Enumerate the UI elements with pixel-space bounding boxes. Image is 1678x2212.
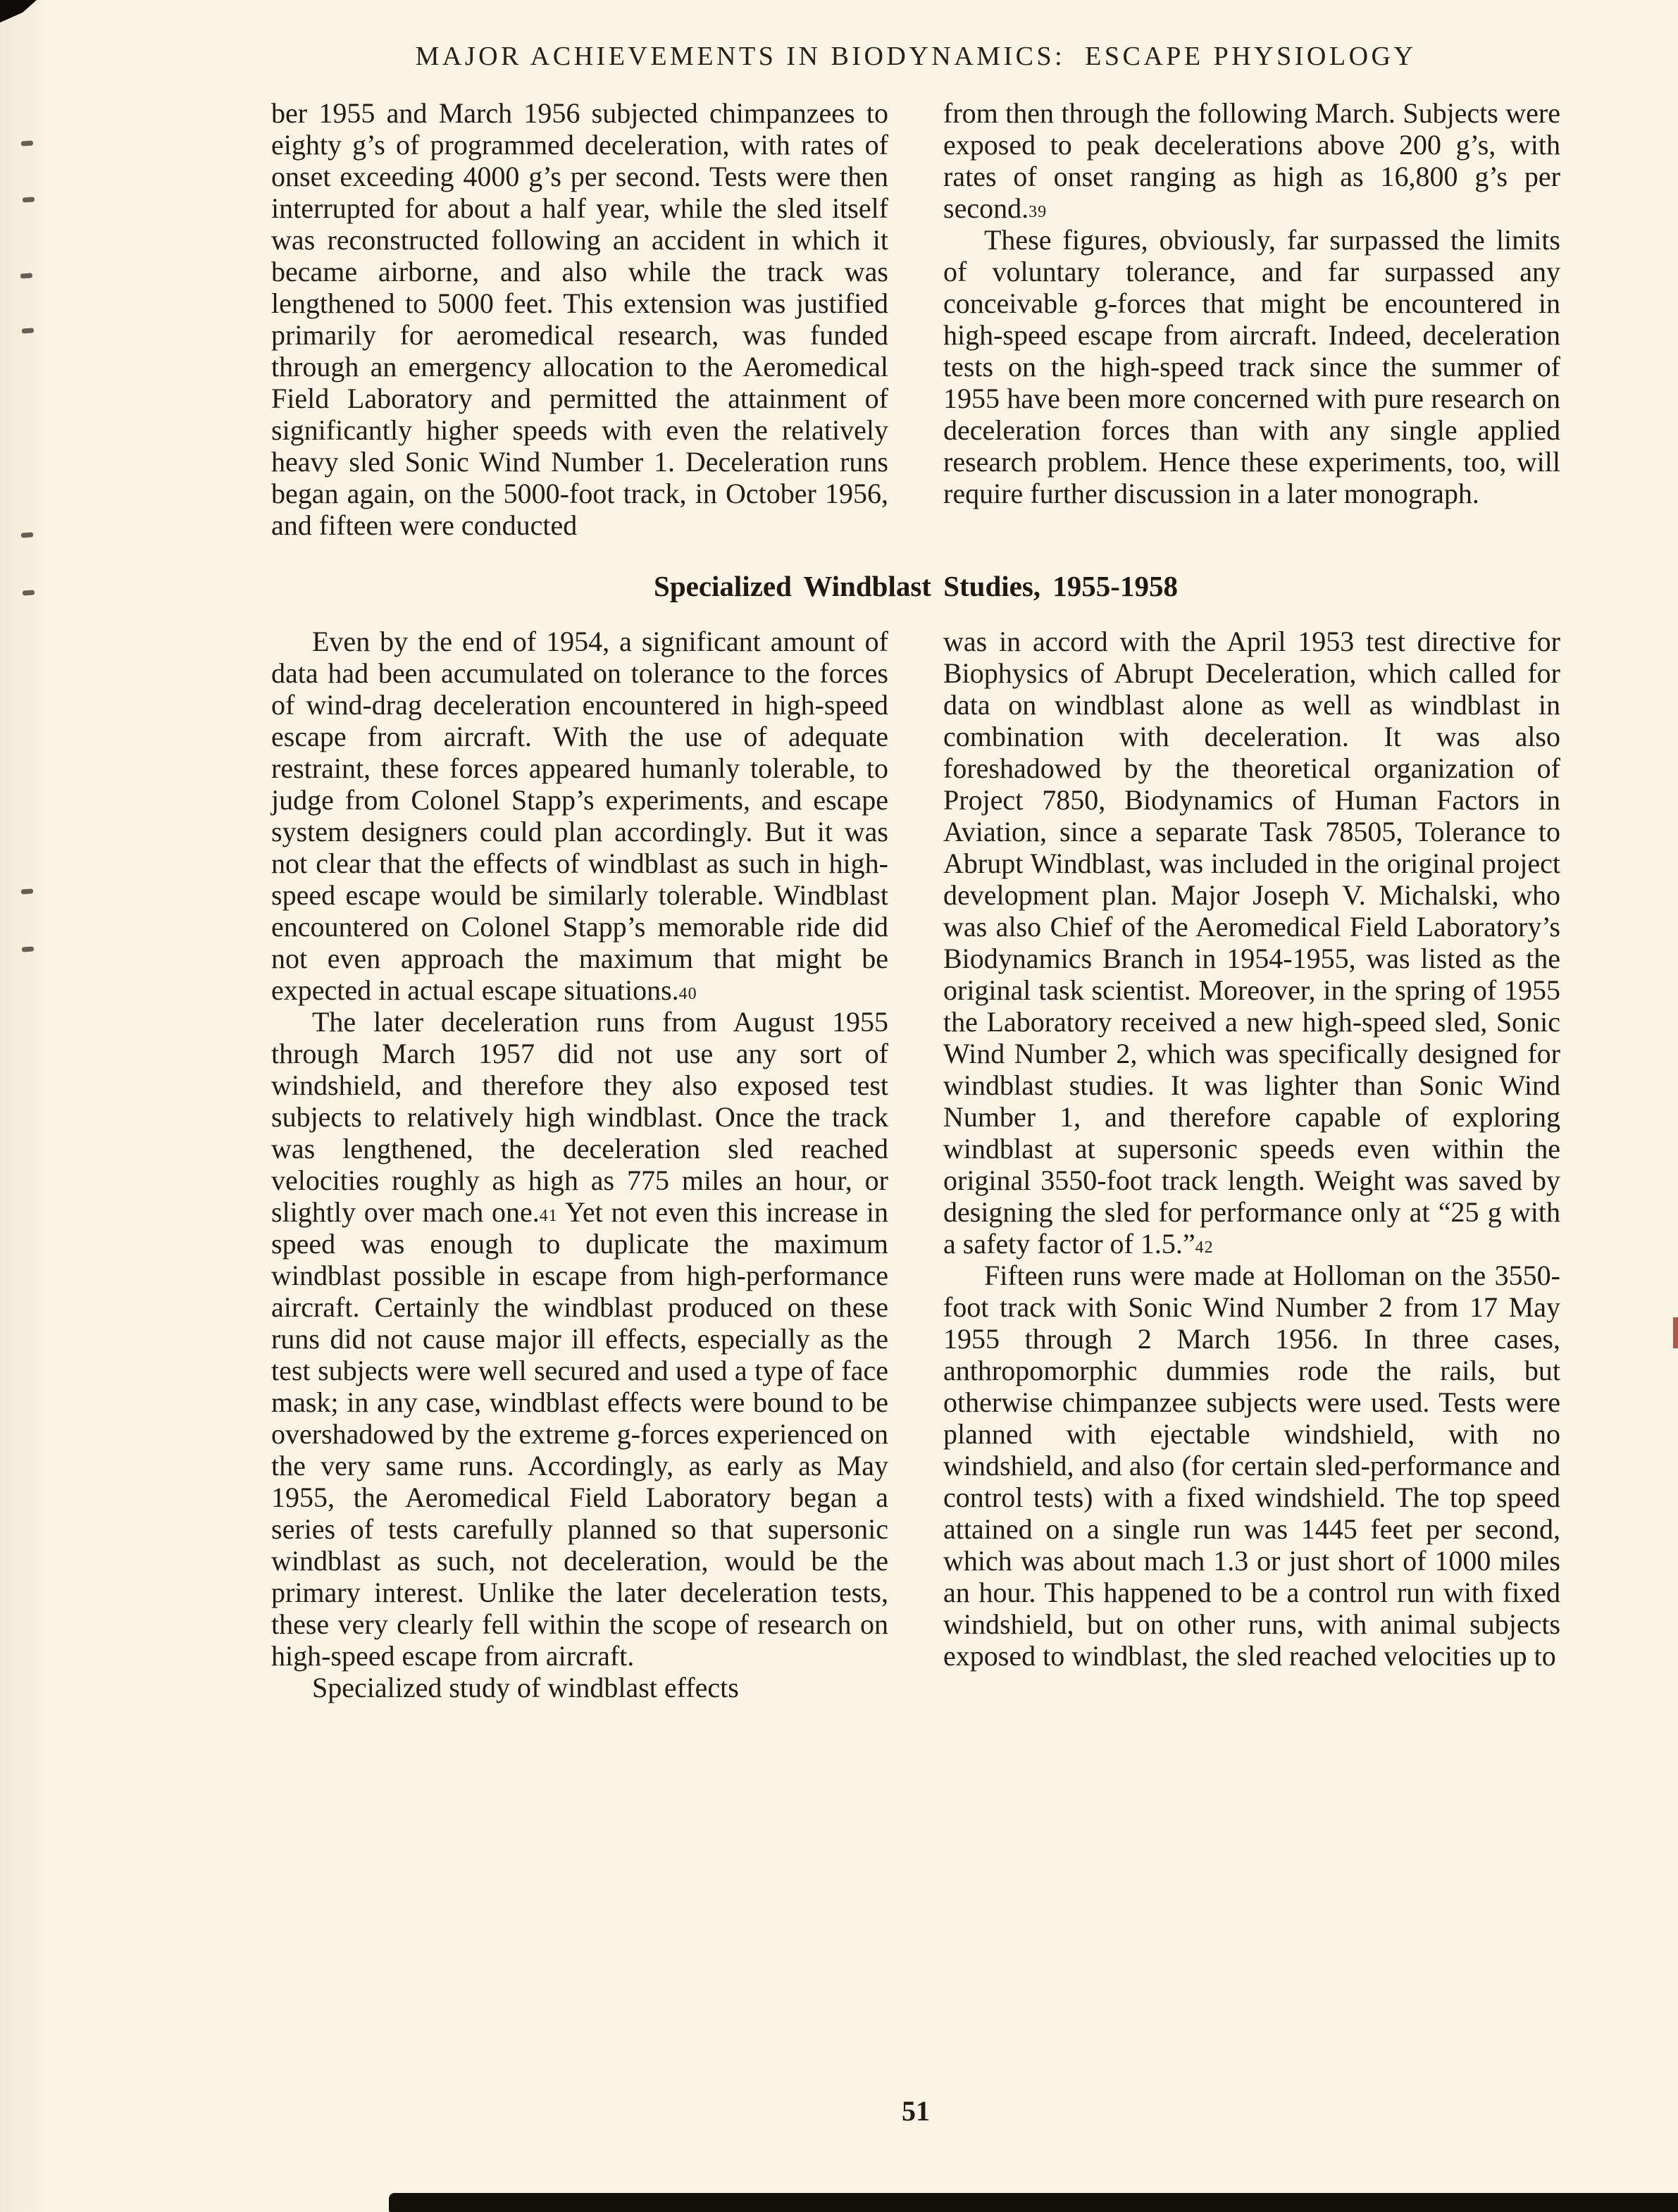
paragraph — [271, 97, 888, 541]
top-two-column-section — [271, 97, 1560, 541]
footnote-reference: 40 — [678, 985, 697, 1004]
text-segment: Specialized study of windblast effects — [312, 1672, 739, 1703]
scan-edge-mark — [22, 946, 34, 952]
bottom-right-column — [943, 626, 1560, 1703]
scan-corner-artifact — [0, 0, 37, 23]
scan-edge-mark — [21, 532, 33, 538]
scan-edge-mark — [22, 328, 34, 333]
scan-edge-mark — [21, 140, 33, 146]
paragraph — [271, 626, 888, 1006]
paragraph — [271, 1672, 888, 1703]
paragraph — [271, 1006, 888, 1672]
scan-edge-red-mark — [1673, 1317, 1678, 1348]
scan-bottom-bar-artifact — [389, 2193, 1678, 2212]
paragraph — [943, 1260, 1560, 1672]
text-segment: Fifteen runs were made at Holloman on the 3550-foot track with Sonic Wind Number 2 from 17 May 1955 through 2 March 1956. In three cases, anthropomorphic dummies rode the rails, but otherwise chimpanzee subjects were used. Tests were planned with ejectable windshield, with no windshield, and also (for certain sled-performance and control tests) with a fixed windshield. The top speed attained on a single run was 1445 feet per second, which was about mach 1.3 or just short of 1000 miles an hour. This happened to be a control run with fixed windshield, but on other runs, with animal subjects exposed to windblast, the sled reached velocities up to — [943, 1260, 1560, 1672]
text-segment: Yet not even this increase in speed was enough to duplicate the maximum windblast possible in escape from high-performance aircraft. Certainly the windblast produced on these runs did not cause major ill effects, especially as the test subjects were well secured and used a type of face mask; in any case, windblast effects were bound to be overshadowed by the extreme g-forces experienced on the very same runs. Accordingly, as early as May 1955, the Aeromedical Field Laboratory began a series of tests carefully planned so that supersonic windblast as such, not deceleration, would be the primary interest. Unlike the later deceleration tests, these very clearly fell within the scope of research on high-speed escape from aircraft. — [271, 1196, 889, 1672]
paragraph — [943, 224, 1560, 509]
scan-edge-mark — [20, 273, 32, 278]
text-segment: ber 1955 and March 1956 subjected chimpanzees to eighty g’s of programmed deceleration, with rates of onset exceeding 4000 g’s per second. Tests were then interrupted for about a half year, while the sled itself was reconstructed following an accident in which it became airborne, and also while the track was lengthened to 5000 feet. This extension was justified primarily for aeromedical research, was funded through an emergency allocation to the Aeromedical Field Laboratory and permitted the attainment of significantly higher speeds with even the relatively heavy sled Sonic Wind Number 1. Deceleration runs began again, on the 5000-foot track, in October 1956, and fifteen were conducted — [271, 97, 888, 541]
footnote-reference: 39 — [1028, 203, 1048, 222]
text-segment: These figures, obviously, far surpassed the limits of voluntary tolerance, and far surpassed any conceivable g-forces that might be encountered in high-speed escape from aircraft. Indeed, deceleration tests on the high-speed track since the summer of 1955 have been more concerned with pure research on deceleration forces than with any single applied research problem. Hence these experiments, too, will require further discussion in a later monograph. — [943, 224, 1560, 509]
section-heading: Specialized Windblast Studies, 1955-1958 — [654, 570, 1178, 602]
bottom-two-column-section — [271, 626, 1560, 1703]
paragraph — [943, 97, 1560, 224]
text-segment: The later deceleration runs from August 1955 through March 1957 did not use any sort of windshield, and therefore they also exposed test subjects to relatively high windblast. Once the track was lengthened, the deceleration sled reached velocities roughly as high as 775 miles an hour, or slightly over mach one. — [271, 1006, 888, 1228]
scan-edge-mark — [21, 888, 33, 894]
paragraph — [943, 626, 1560, 1260]
text-segment: Even by the end of 1954, a significant amount of data had been accumulated on tolerance to the forces of wind-drag deceleration encountered in high-speed escape from aircraft. With the use of adequate restraint, these forces appeared humanly tolerable, to judge from Colonel Stapp’s experiments, and escape system designers could plan accordingly. But it was not clear that the effects of windblast as such in high-speed escape would be similarly tolerable. Windblast encountered on Colonel Stapp’s memorable ride did not even approach the maximum that might be expected in actual escape situations. — [271, 626, 888, 1006]
text-segment: was in accord with the April 1953 test directive for Biophysics of Abrupt Deceleration, which called for data on windblast alone as well as windblast in combination with deceleration. It was also foreshadowed by the theoretical organization of Project 7850, Biodynamics of Human Factors in Aviation, since a separate Task 78505, Tolerance to Abrupt Windblast, was included in the original project development plan. Major Joseph V. Michalski, who was also Chief of the Aeromedical Field Laboratory’s Biodynamics Branch in 1954-1955, was listed as the original task scientist. Moreover, in the spring of 1955 the Laboratory received a new high-speed sled, Sonic Wind Number 2, which was specifically designed for windblast studies. It was lighter than Sonic Wind Number 1, and therefore capable of exploring windblast at supersonic speeds even within the original 3550-foot track length. Weight was saved by designing the sled for performance only at “25 g with a safety factor of 1.5.” — [943, 626, 1560, 1260]
scan-edge-mark — [23, 590, 35, 595]
footnote-reference: 41 — [539, 1207, 558, 1226]
bottom-left-column — [271, 626, 888, 1703]
text-segment: from then through the following March. Subjects were exposed to peak decelerations above 200 g’s, with rates of onset ranging as high as 16,800 g’s per second. — [943, 97, 1560, 224]
top-left-column — [271, 97, 888, 541]
page-number: 51 — [902, 2095, 930, 2127]
running-head: MAJOR ACHIEVEMENTS IN BIODYNAMICS: ESCAPE PHYSIOLOGY — [415, 42, 1417, 71]
footnote-reference: 42 — [1195, 1238, 1214, 1257]
top-right-column — [943, 97, 1560, 541]
scan-edge-mark — [23, 197, 35, 202]
